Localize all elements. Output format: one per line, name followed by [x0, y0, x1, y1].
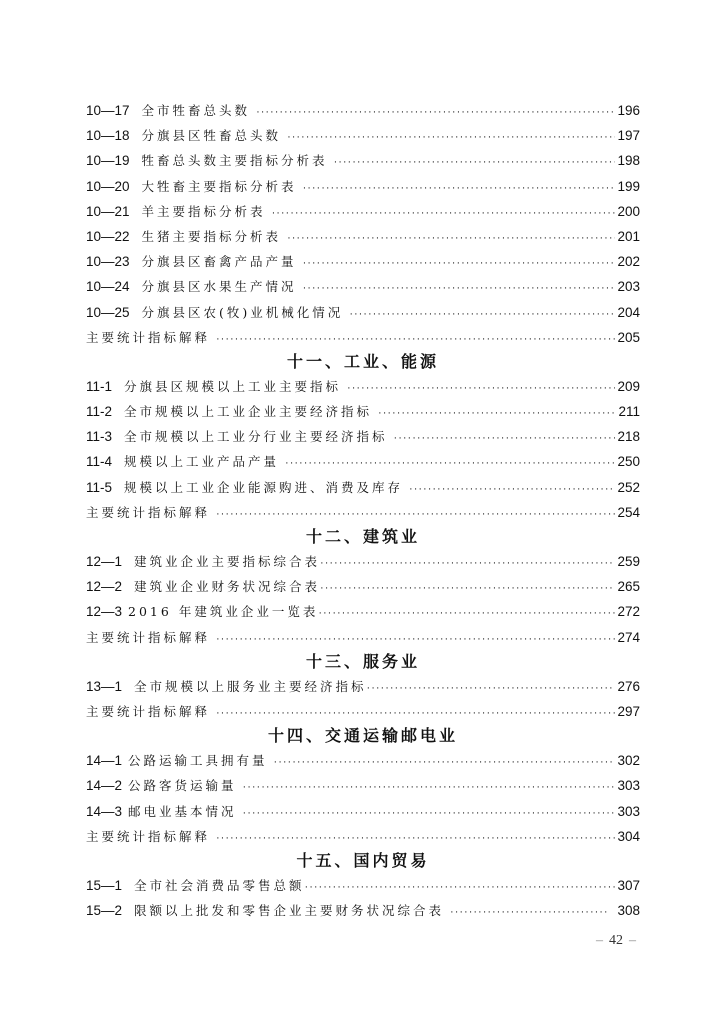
entry-title: 分旗县区规模以上工业主要指标 [124, 378, 342, 394]
entry-page: 250 [617, 454, 640, 470]
dot-leader [378, 400, 616, 426]
entry-title: 建筑业企业财务状况综合表 [134, 579, 321, 595]
entry-page: 307 [617, 877, 640, 893]
dot-leader [394, 425, 616, 451]
entry-title: 建筑业企业主要指标综合表 [134, 554, 321, 569]
entry-page: 254 [617, 504, 640, 520]
entry-page: 196 [617, 103, 640, 118]
dot-leader [243, 774, 616, 800]
entry-title: 限额以上批发和零售企业主要财务状况综合表 [134, 903, 445, 919]
entry-title: 全市规模以上工业企业主要经济指标 [124, 404, 373, 420]
entry-title: 主要统计指标解释 [86, 504, 211, 520]
toc-entry[interactable] [86, 374, 640, 399]
entry-title: 分旗县区牲畜总头数 [141, 128, 282, 144]
page-number: 42 [609, 933, 623, 948]
entry-title: 分旗县区畜禽产品产量 [141, 254, 297, 270]
toc-entry[interactable] [86, 98, 640, 123]
entry-code: 11-2 [86, 404, 113, 420]
section-heading: 十三、服务业 [305, 651, 420, 671]
entry-page: 197 [617, 128, 640, 144]
entry-page: 297 [617, 703, 640, 719]
section-heading: 十五、国内贸易 [296, 850, 430, 870]
dot-leader [216, 326, 615, 352]
entry-title: 全市规模以上服务业主要经济指标 [134, 678, 367, 694]
toc-section-15 [86, 849, 640, 923]
dot-leader [285, 450, 615, 476]
toc-entry[interactable] [86, 148, 640, 173]
dot-leader [216, 700, 615, 726]
toc-section-10 [86, 98, 640, 350]
dot-leader [305, 874, 616, 900]
dot-leader [303, 250, 616, 276]
toc-section-13 [86, 650, 640, 724]
entry-code: 15—2 [86, 903, 123, 919]
dot-leader [409, 476, 615, 502]
entry-page: 202 [617, 254, 640, 270]
entry-page: 265 [617, 579, 640, 595]
toc-entry[interactable] [86, 174, 640, 199]
entry-code: 10—19 [86, 153, 130, 169]
entry-code: 10—25 [86, 304, 130, 320]
toc-entry-notes[interactable] [86, 500, 640, 525]
dot-leader [347, 375, 615, 401]
entry-page: 302 [617, 753, 640, 769]
dot-leader [318, 600, 615, 626]
entry-code: 13—1 [86, 678, 123, 694]
toc-entry[interactable] [86, 799, 640, 824]
toc-entry[interactable] [86, 249, 640, 274]
entry-code: 10—24 [86, 279, 130, 295]
entry-title: 大牲畜主要指标分析表 [141, 178, 297, 194]
page-footer [590, 933, 642, 949]
dot-leader [216, 501, 615, 527]
entry-page: 303 [617, 778, 640, 794]
toc-entry[interactable] [86, 274, 640, 299]
footer-dash-right: – [629, 933, 636, 948]
toc-entry[interactable] [86, 475, 640, 500]
entry-title: 牲畜总头数主要指标分析表 [141, 153, 328, 169]
dot-leader [367, 675, 616, 701]
entry-page: 303 [617, 803, 640, 819]
dot-leader [450, 899, 609, 925]
entry-title: 规模以上工业企业能源购进、消费及库存 [124, 479, 404, 495]
dot-leader [334, 149, 616, 175]
dot-leader [287, 225, 615, 251]
dot-leader [216, 825, 615, 851]
entry-title: 主要统计指标解释 [86, 703, 211, 719]
entry-page: 200 [617, 203, 640, 219]
toc-entry[interactable] [86, 773, 640, 798]
toc-entry-notes[interactable] [86, 325, 640, 350]
entry-title: 全市社会消费品零售总额 [134, 877, 305, 893]
toc-entry-notes[interactable] [86, 625, 640, 650]
toc-entry[interactable] [86, 399, 640, 424]
toc-entry[interactable] [86, 599, 640, 624]
toc-entry[interactable] [86, 873, 640, 898]
entry-code: 14—2 [86, 778, 123, 794]
entry-title: 分旗县区农(牧)业机械化情况 [141, 304, 344, 320]
entry-code: 11-1 [86, 378, 113, 394]
entry-code: 10—23 [86, 254, 130, 270]
footer-dash-left: – [596, 933, 603, 948]
dot-leader [216, 626, 615, 652]
dot-leader [243, 800, 616, 826]
toc-section-12 [86, 525, 640, 650]
entry-code: 10—20 [86, 178, 130, 194]
entry-title: 全市牲畜总头数 [141, 103, 251, 118]
entry-code: 10—21 [86, 203, 130, 219]
dot-leader [274, 749, 616, 775]
entry-code: 14—1 [86, 753, 123, 769]
entry-code: 11-3 [86, 429, 113, 445]
entry-page: 204 [617, 304, 640, 320]
entry-page: 205 [617, 329, 640, 345]
entry-title: 全市规模以上工业分行业主要经济指标 [124, 429, 388, 445]
entry-page: 276 [617, 678, 640, 694]
entry-code: 11-5 [86, 479, 113, 495]
section-heading: 十四、交通运输邮电业 [267, 726, 458, 746]
toc-entry-notes[interactable] [86, 824, 640, 849]
entry-title: 主要统计指标解释 [86, 329, 211, 345]
entry-title: 分旗县区水果生产情况 [141, 279, 297, 295]
toc-entry[interactable] [86, 674, 640, 699]
entry-title: 生猪主要指标分析表 [141, 228, 282, 244]
entry-page: 304 [617, 828, 640, 844]
dot-leader [287, 124, 615, 150]
dot-leader [349, 301, 615, 327]
section-heading: 十一、工业、能源 [286, 351, 439, 371]
entry-code: 10—22 [86, 228, 130, 244]
toc-section-11 [86, 350, 640, 525]
entry-title: 羊主要指标分析表 [141, 203, 266, 219]
dot-leader [303, 175, 616, 201]
toc-entry[interactable] [86, 424, 640, 449]
section-heading: 十二、建筑业 [305, 527, 420, 546]
entry-code: 11-4 [86, 454, 113, 470]
entry-title: 主要统计指标解释 [86, 629, 211, 645]
toc-section-14 [86, 724, 640, 849]
entry-title: 主要统计指标解释 [86, 828, 211, 844]
toc-entry[interactable] [86, 574, 640, 599]
entry-page: 199 [617, 178, 640, 194]
entry-code: 14—3 [86, 803, 123, 819]
entry-page: 218 [617, 429, 640, 445]
entry-title: 公路客货运输量 [128, 778, 237, 794]
entry-page: 272 [617, 604, 640, 620]
toc-entry[interactable] [86, 224, 640, 249]
entry-page: 209 [617, 378, 640, 394]
entry-code: 12—3 [86, 604, 123, 620]
entry-page: 201 [617, 228, 640, 244]
dot-leader [320, 550, 615, 576]
dot-leader [272, 200, 616, 226]
toc-entry[interactable] [86, 748, 640, 773]
toc-entry[interactable] [86, 549, 640, 574]
toc-entry[interactable] [86, 199, 640, 224]
entry-page: 211 [618, 404, 640, 420]
entry-code: 12—2 [86, 579, 123, 595]
entry-title: 2016 年建筑业企业一览表 [128, 604, 319, 620]
toc-entry[interactable] [86, 898, 640, 923]
toc-entry[interactable] [86, 123, 640, 148]
dot-leader [256, 99, 615, 125]
toc-entry[interactable] [86, 449, 640, 474]
entry-code: 10—17 [86, 103, 130, 118]
entry-page: 259 [617, 554, 640, 569]
entry-page: 274 [617, 629, 640, 645]
entry-page: 203 [617, 279, 640, 295]
entry-page: 252 [617, 479, 640, 495]
toc-entry[interactable] [86, 300, 640, 325]
entry-title: 规模以上工业产品产量 [124, 454, 280, 470]
entry-title: 公路运输工具拥有量 [128, 753, 268, 769]
dot-leader [303, 275, 616, 301]
entry-page: 308 [617, 903, 640, 919]
toc-entry-notes[interactable] [86, 699, 640, 724]
dot-leader [320, 575, 615, 601]
entry-code: 10—18 [86, 128, 130, 144]
table-of-contents [86, 98, 640, 923]
entry-code: 12—1 [86, 554, 123, 569]
entry-title: 邮电业基本情况 [128, 803, 237, 819]
entry-code: 15—1 [86, 877, 123, 893]
entry-page: 198 [617, 153, 640, 169]
